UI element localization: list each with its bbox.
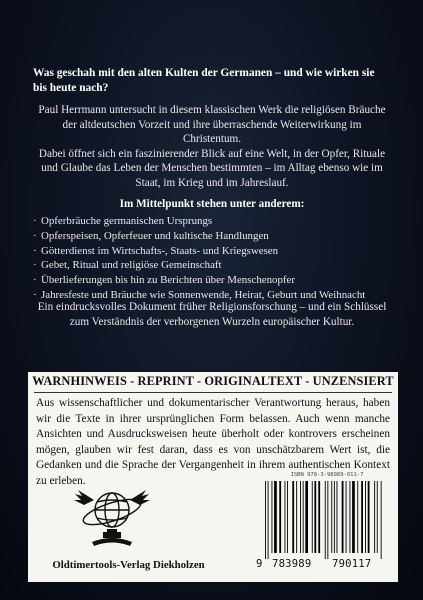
- barcode-bar: [346, 481, 347, 553]
- topic-list: [33, 214, 393, 303]
- barcode-bar: [334, 481, 335, 553]
- barcode-bar: [272, 481, 273, 553]
- list-item: [33, 229, 393, 244]
- barcode-bar: [337, 481, 338, 553]
- barcode: [256, 472, 386, 576]
- barcode-bar: [265, 481, 266, 559]
- barcode-bar: [342, 481, 344, 553]
- barcode-bar: [365, 481, 366, 553]
- barcode-bar: [325, 481, 326, 559]
- list-item: [33, 258, 393, 273]
- warning-panel: [28, 372, 398, 582]
- barcode-bar: [350, 481, 351, 553]
- barcode-bar: [381, 481, 382, 559]
- barcode-bar: [357, 481, 358, 553]
- barcode-bar: [303, 481, 304, 553]
- list-item: [33, 244, 393, 259]
- barcode-bar: [292, 481, 294, 553]
- winged-globe-emblem-icon: [72, 472, 152, 552]
- barcode-bar: [327, 481, 328, 559]
- barcode-bar: [361, 481, 363, 553]
- barcode-bar: [279, 481, 281, 553]
- barcode-bars: [264, 481, 384, 559]
- barcode-bar: [377, 481, 378, 553]
- intro-paragraph: Paul Herrmann untersucht in diesem klassischen Werk die religiösen Bräuche der altdeutschen Vorzeit und ihre überraschende Weiterwirkung im Christentum.: [38, 104, 386, 146]
- list-item-text: Überlieferungen bis hin zu Berichten über Menschenopfer: [41, 274, 296, 287]
- bullet-marker: ·: [33, 274, 37, 287]
- warning-body: Aus wissenschaftlicher und dokumentarischer Verantwortung heraus, haben wir die Texte in ihrer ursprünglichen Form belassen. Auch wenn manche Ansichten und Ausdrucksweisen heute überholt oder kontrovers erscheinen mögen, glauben wir fest daran, dass es von unschätzbarem Wert ist, die Gedanken und die Sprache der Vergangenheit in ihrem authentischen Kontext zu erleben.: [36, 397, 390, 487]
- barcode-bar: [331, 481, 332, 553]
- list-item-text: Opferspeisen, Opferfeuer und kultische Handlungen: [41, 229, 269, 242]
- barcode-bar: [274, 481, 277, 553]
- bullet-marker: ·: [33, 229, 37, 242]
- barcode-bar: [368, 481, 370, 553]
- list-item-text: Gebet, Ritual und religiöse Gemeinschaft: [41, 259, 222, 272]
- closing-text: Ein eindrucksvolles Dokument früher Religionsforschung – und ein Schlüssel zum Verständnis der verborgenen Wurzeln europäischer Kultur.: [37, 301, 387, 328]
- barcode-bar: [285, 481, 286, 553]
- barcode-bar: [374, 481, 375, 553]
- bullet-marker: ·: [33, 288, 37, 301]
- barcode-bar: [318, 481, 320, 553]
- ean-right-digits: 790117: [332, 558, 372, 570]
- ean-left-digits: 783989: [272, 558, 312, 570]
- focus-heading: Im Mittelpunkt stehen unter anderem:: [119, 198, 305, 210]
- bullet-marker: ·: [33, 244, 37, 257]
- intro-paragraph: Dabei öffnet sich ein faszinierender Blick auf eine Welt, in der Opfer, Rituale und Glaube das Leben der Menschen bestimmten – im Alltag ebenso wie im Staat, im Krieg und im Jahreslauf.: [38, 147, 386, 189]
- publisher-name: Oldtimertools-Verlag Diekholzen: [52, 559, 205, 571]
- divider: [34, 392, 392, 393]
- list-item: [33, 214, 393, 229]
- warning-title: WARNHINWEIS - REPRINT - ORIGINALTEXT - UNZENSIERT: [32, 374, 394, 388]
- list-item-text: Götterdienst im Wirtschafts-, Staats- und Kriegswesen: [41, 244, 279, 257]
- list-item-text: Opferbräuche germanischen Ursprungs: [41, 215, 213, 227]
- barcode-bar: [314, 481, 316, 553]
- isbn-text: ISBN 978-3-98989-011-7: [290, 472, 364, 478]
- barcode-bar: [296, 481, 297, 553]
- intro-text: [33, 103, 391, 191]
- ean-first-digit: 9: [256, 558, 263, 570]
- list-item-text: Jahresfeste und Bräuche wie Sonnenwende, Heirat, Geburt und Weihnacht: [41, 288, 366, 301]
- bullet-marker: ·: [33, 215, 37, 227]
- list-item: [33, 273, 393, 288]
- bullet-marker: ·: [33, 259, 37, 272]
- barcode-bar: [352, 481, 355, 553]
- barcode-bar: [300, 481, 301, 553]
- lead-question: Was geschah mit den alten Kulten der Germanen – und wie wirken sie bis heute nach?: [33, 67, 375, 94]
- barcode-bar: [287, 481, 288, 553]
- barcode-bar: [268, 481, 269, 559]
- barcode-bar: [305, 481, 308, 553]
- barcode-bar: [312, 481, 313, 553]
